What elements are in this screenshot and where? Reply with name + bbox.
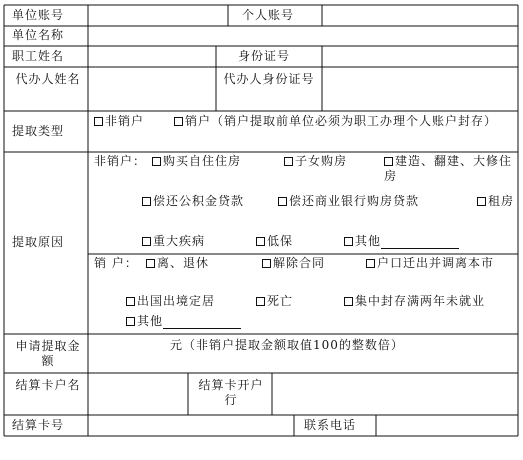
checkbox-icon[interactable]: [262, 259, 271, 268]
phone-label: 联系电话: [304, 418, 357, 432]
checkbox-icon[interactable]: [366, 259, 375, 268]
card-name-label: 结算卡户名: [15, 378, 81, 392]
reason-buy-house[interactable]: 购买自住住房: [152, 154, 241, 169]
checkbox-icon[interactable]: [477, 197, 486, 206]
checkbox-icon[interactable]: [126, 317, 135, 326]
checkbox-icon[interactable]: [256, 297, 265, 306]
worker-name-label: 职工姓名: [12, 49, 65, 63]
other-blank-line[interactable]: [381, 236, 459, 249]
apply-amount-label: 申请提取金额: [15, 339, 81, 368]
checkbox-icon[interactable]: [344, 237, 353, 246]
reason-other-1[interactable]: 其他: [344, 234, 459, 249]
other-blank-line[interactable]: [163, 316, 241, 329]
type-non-close-option[interactable]: 非销户: [94, 114, 144, 129]
checkbox-icon[interactable]: [256, 237, 265, 246]
reason-other-2[interactable]: 其他: [126, 314, 241, 329]
reason-repay-fund-loan[interactable]: 偿还公积金贷款: [142, 194, 244, 209]
checkbox-icon[interactable]: [174, 117, 183, 126]
reason-abroad[interactable]: 出国出境定居: [126, 294, 215, 309]
checkbox-icon[interactable]: [146, 259, 155, 268]
reason-death[interactable]: 死亡: [256, 294, 293, 309]
withdraw-reason-label: 提取原因: [12, 235, 65, 249]
reason-retire[interactable]: 离、退休: [146, 256, 209, 271]
reason-illness[interactable]: 重大疾病: [142, 234, 205, 249]
personal-account-label: 个人账号: [242, 8, 295, 22]
unit-name-label: 单位名称: [12, 28, 65, 42]
agent-name-label: 代办人姓名: [15, 72, 81, 86]
agent-id-label: 代办人身份证号: [223, 72, 315, 86]
reason-low-income[interactable]: 低保: [256, 234, 293, 249]
type-close-option[interactable]: 销户（销户提取前单位必须为职工办理个人账户封存）: [174, 114, 510, 129]
reason-child-house[interactable]: 子女购房: [284, 154, 347, 169]
withdraw-type-label: 提取类型: [12, 124, 65, 138]
reason-rent[interactable]: 租房: [94, 194, 514, 209]
checkbox-icon[interactable]: [344, 297, 353, 306]
checkbox-icon[interactable]: [142, 237, 151, 246]
checkbox-icon[interactable]: [152, 157, 161, 166]
id-number-label: 身份证号: [238, 49, 291, 63]
unit-account-label: 单位账号: [12, 8, 65, 22]
reason-hukou[interactable]: 户口迁出并调离本市: [366, 256, 494, 271]
reason-contract-end[interactable]: 解除合同: [262, 256, 325, 271]
checkbox-icon[interactable]: [384, 157, 393, 166]
checkbox-icon[interactable]: [284, 157, 293, 166]
card-number-label: 结算卡号: [12, 418, 65, 432]
checkbox-icon[interactable]: [126, 297, 135, 306]
amount-note: 元（非销户提取金额取值100的整数倍）: [170, 338, 404, 352]
card-bank-label: 结算卡开户行: [198, 378, 264, 407]
reason-sealed[interactable]: 集中封存满两年未就业: [344, 294, 485, 309]
checkbox-icon[interactable]: [94, 117, 103, 126]
reason-non-close-label: 非销户：: [94, 154, 147, 168]
reason-repay-bank-loan[interactable]: 偿还商业银行购房贷款: [278, 194, 419, 209]
reason-close-label: 销 户：: [94, 256, 138, 270]
reason-build[interactable]: 建造、翻建、大修住房: [384, 154, 513, 183]
